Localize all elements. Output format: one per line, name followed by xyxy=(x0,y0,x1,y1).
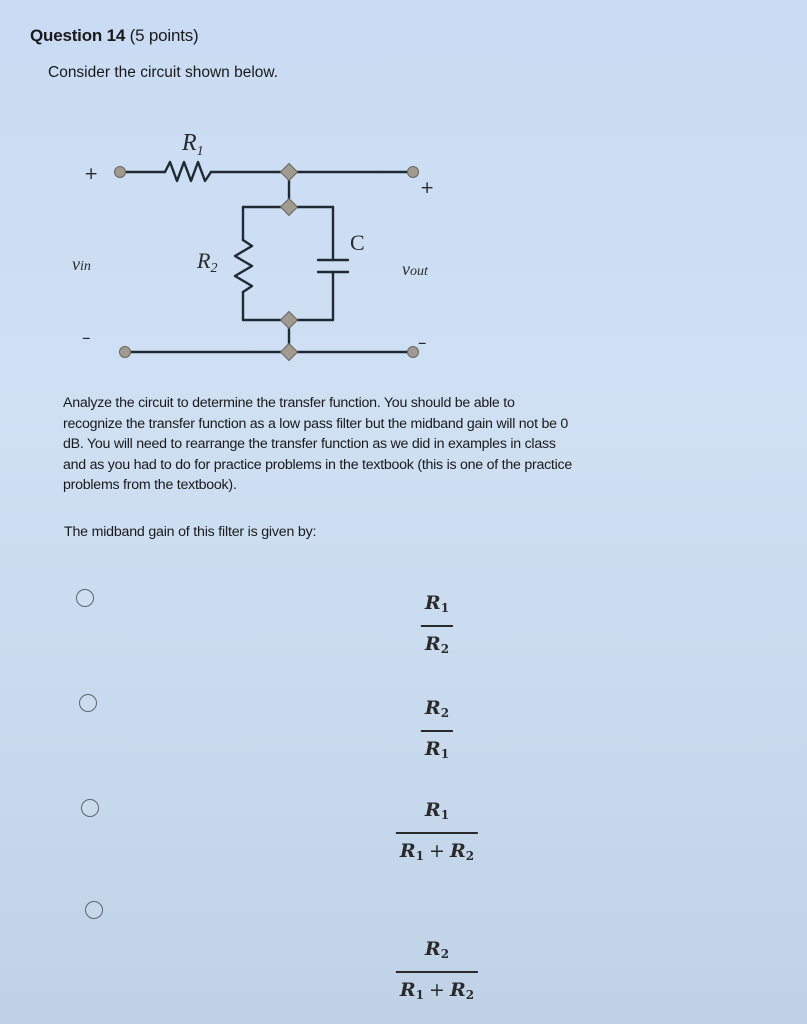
question-title: Question 14 xyxy=(30,26,126,45)
numerator: $R_1$ xyxy=(424,592,450,615)
fraction-option-c xyxy=(396,799,478,867)
input-plus-sign: + xyxy=(84,164,99,184)
question-prompt: The midband gain of this filter is given by: xyxy=(64,524,317,540)
output-minus-terminal-icon xyxy=(408,347,419,358)
junction-node-icon xyxy=(281,312,298,329)
radio-option-a[interactable] xyxy=(76,589,94,607)
junction-node-icon xyxy=(281,199,298,216)
output-minus-sign: – xyxy=(418,333,427,353)
input-plus-terminal-icon xyxy=(115,167,126,178)
body-line: problems from the textbook). xyxy=(63,477,237,493)
body-line: recognize the transfer function as a low pass filter but the midband gain will not be 0 xyxy=(63,415,569,432)
fraction-option-b xyxy=(421,697,453,765)
body-line: Analyze the circuit to determine the transfer function. You should be able to xyxy=(63,395,515,411)
denominator: $R_1 + R_2$ xyxy=(399,839,475,863)
input-minus-terminal-icon xyxy=(120,347,131,358)
c-label: C xyxy=(350,230,365,255)
junction-node-icon xyxy=(281,164,298,181)
output-plus-terminal-icon xyxy=(408,167,419,178)
question-body xyxy=(63,393,793,496)
body-line: and as you had to do for practice problems in the textbook (this is one of the practice xyxy=(63,456,573,473)
body-line: dB. You will need to rearrange the transfer function as we did in examples in class xyxy=(63,436,556,452)
denominator: $R_2$ xyxy=(424,632,450,656)
radio-option-b[interactable] xyxy=(79,694,97,712)
question-header xyxy=(30,26,199,46)
fraction-bar xyxy=(421,730,453,732)
fraction-option-a xyxy=(421,592,453,660)
input-minus-sign: – xyxy=(82,328,91,348)
denominator: $R_1 + R_2$ xyxy=(399,978,475,1002)
radio-option-c[interactable] xyxy=(81,799,99,817)
question-points: (5 points) xyxy=(129,26,199,45)
fraction-bar xyxy=(421,625,453,627)
fraction-option-d xyxy=(396,938,478,1006)
numerator: $R_2$ xyxy=(424,697,450,720)
junction-node-icon xyxy=(281,344,298,361)
r2-label: R2 xyxy=(197,248,218,276)
question-intro: Consider the circuit shown below. xyxy=(48,64,279,81)
circuit-diagram xyxy=(60,110,460,370)
numerator: $R_1$ xyxy=(424,799,450,822)
vin-label: vin xyxy=(72,254,91,274)
radio-option-d[interactable] xyxy=(85,901,103,919)
vout-label: vout xyxy=(402,259,428,279)
output-plus-sign: + xyxy=(420,178,435,198)
r2-resistor-icon xyxy=(235,240,252,292)
fraction-bar xyxy=(396,832,478,834)
fraction-bar xyxy=(396,971,478,973)
denominator: $R_1$ xyxy=(424,737,450,761)
r1-resistor-icon xyxy=(165,162,211,181)
r1-label: $R_1$ xyxy=(182,130,204,159)
numerator: $R_2$ xyxy=(424,938,450,961)
